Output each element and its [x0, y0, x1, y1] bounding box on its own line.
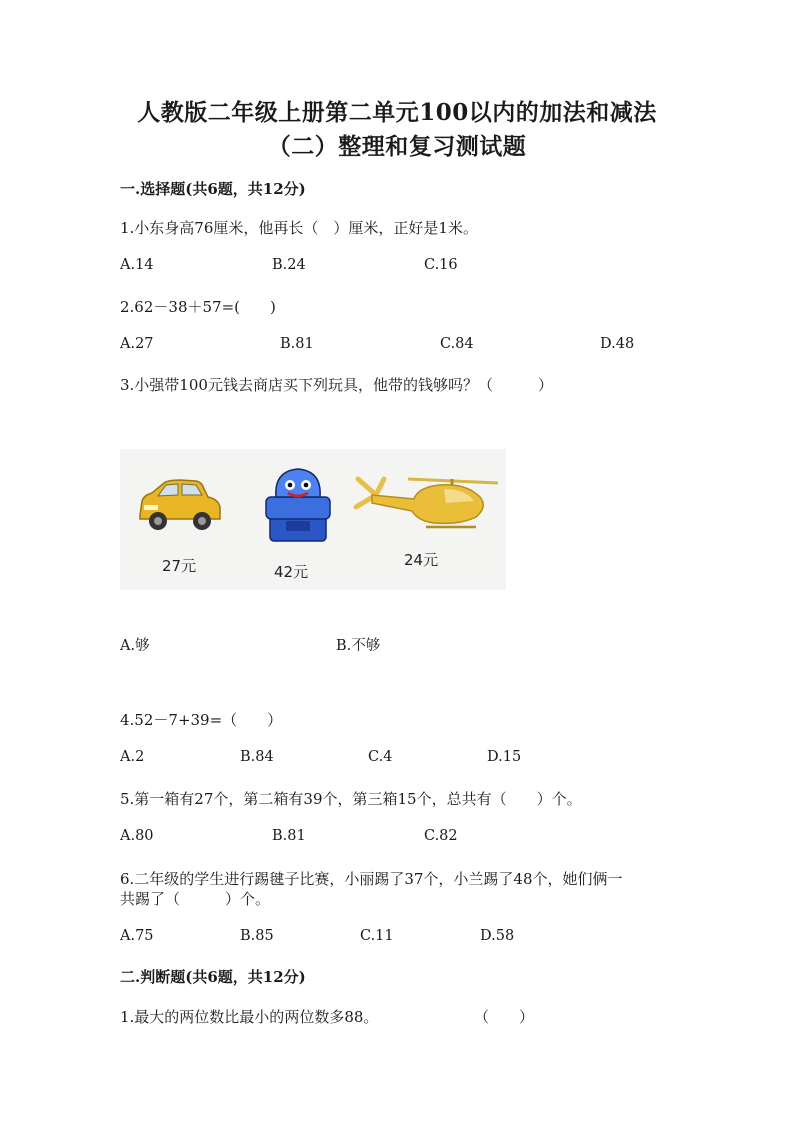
- q2-option-d[interactable]: D.48: [600, 336, 635, 352]
- toy-robot-icon: [258, 463, 338, 545]
- title-line-2: （二）整理和复习测试题: [267, 133, 527, 160]
- question-1-stem: 1.小东身高76厘米，他再长（ ）厘米，正好是1米。: [120, 219, 478, 237]
- q5-option-a[interactable]: A.80: [120, 828, 154, 844]
- toys-picture: [120, 449, 506, 590]
- title-line-1: 人教版二年级上册第二单元100以内的加法和减法: [137, 99, 657, 126]
- q3-option-a[interactable]: A.够: [120, 638, 150, 654]
- judgement-1-blank[interactable]: （ ）: [474, 1008, 535, 1026]
- q1-option-b[interactable]: B.24: [272, 257, 306, 273]
- question-6-stem-line-2: 共踢了（ ）个。: [120, 890, 271, 908]
- judgement-1-stem: 1.最大的两位数比最小的两位数多88。: [120, 1008, 379, 1026]
- q5-option-c[interactable]: C.82: [424, 828, 458, 844]
- question-6-stem-line-1: 6.二年级的学生进行踢毽子比赛，小丽踢了37个，小兰踢了48个，她们俩一: [120, 870, 623, 888]
- q1-option-a[interactable]: A.14: [120, 257, 154, 273]
- section-heading-judgement: 二.判断题(共6题，共12分): [120, 968, 306, 986]
- q1-option-c[interactable]: C.16: [424, 257, 458, 273]
- q2-option-c[interactable]: C.84: [440, 336, 474, 352]
- q6-option-a[interactable]: A.75: [120, 928, 154, 944]
- q2-option-b[interactable]: B.81: [280, 336, 314, 352]
- toy-car-icon: [134, 475, 224, 537]
- toy-helicopter-icon: [348, 473, 502, 535]
- q6-option-b[interactable]: B.85: [240, 928, 274, 944]
- question-4-stem: 4.52－7+39=（ ）: [120, 711, 283, 729]
- q4-option-a[interactable]: A.2: [120, 749, 145, 765]
- q2-option-a[interactable]: A.27: [120, 336, 154, 352]
- section-heading-choice: 一.选择题(共6题，共12分): [120, 180, 306, 198]
- car-price-label: 27元: [162, 557, 197, 575]
- question-5-stem: 5.第一箱有27个，第二箱有39个，第三箱15个，总共有（ ）个。: [120, 790, 582, 808]
- question-2-stem: 2.62－38＋57=( ): [120, 298, 276, 316]
- q3-option-b[interactable]: B.不够: [336, 638, 381, 654]
- q4-option-c[interactable]: C.4: [368, 749, 393, 765]
- q4-option-b[interactable]: B.84: [240, 749, 274, 765]
- robot-price-label: 42元: [274, 563, 309, 581]
- helicopter-price-label: 24元: [404, 551, 439, 569]
- q6-option-c[interactable]: C.11: [360, 928, 394, 944]
- question-3-stem: 3.小强带100元钱去商店买下列玩具，他带的钱够吗？（ ）: [120, 376, 553, 394]
- q4-option-d[interactable]: D.15: [487, 749, 522, 765]
- q6-option-d[interactable]: D.58: [480, 928, 515, 944]
- q5-option-b[interactable]: B.81: [272, 828, 306, 844]
